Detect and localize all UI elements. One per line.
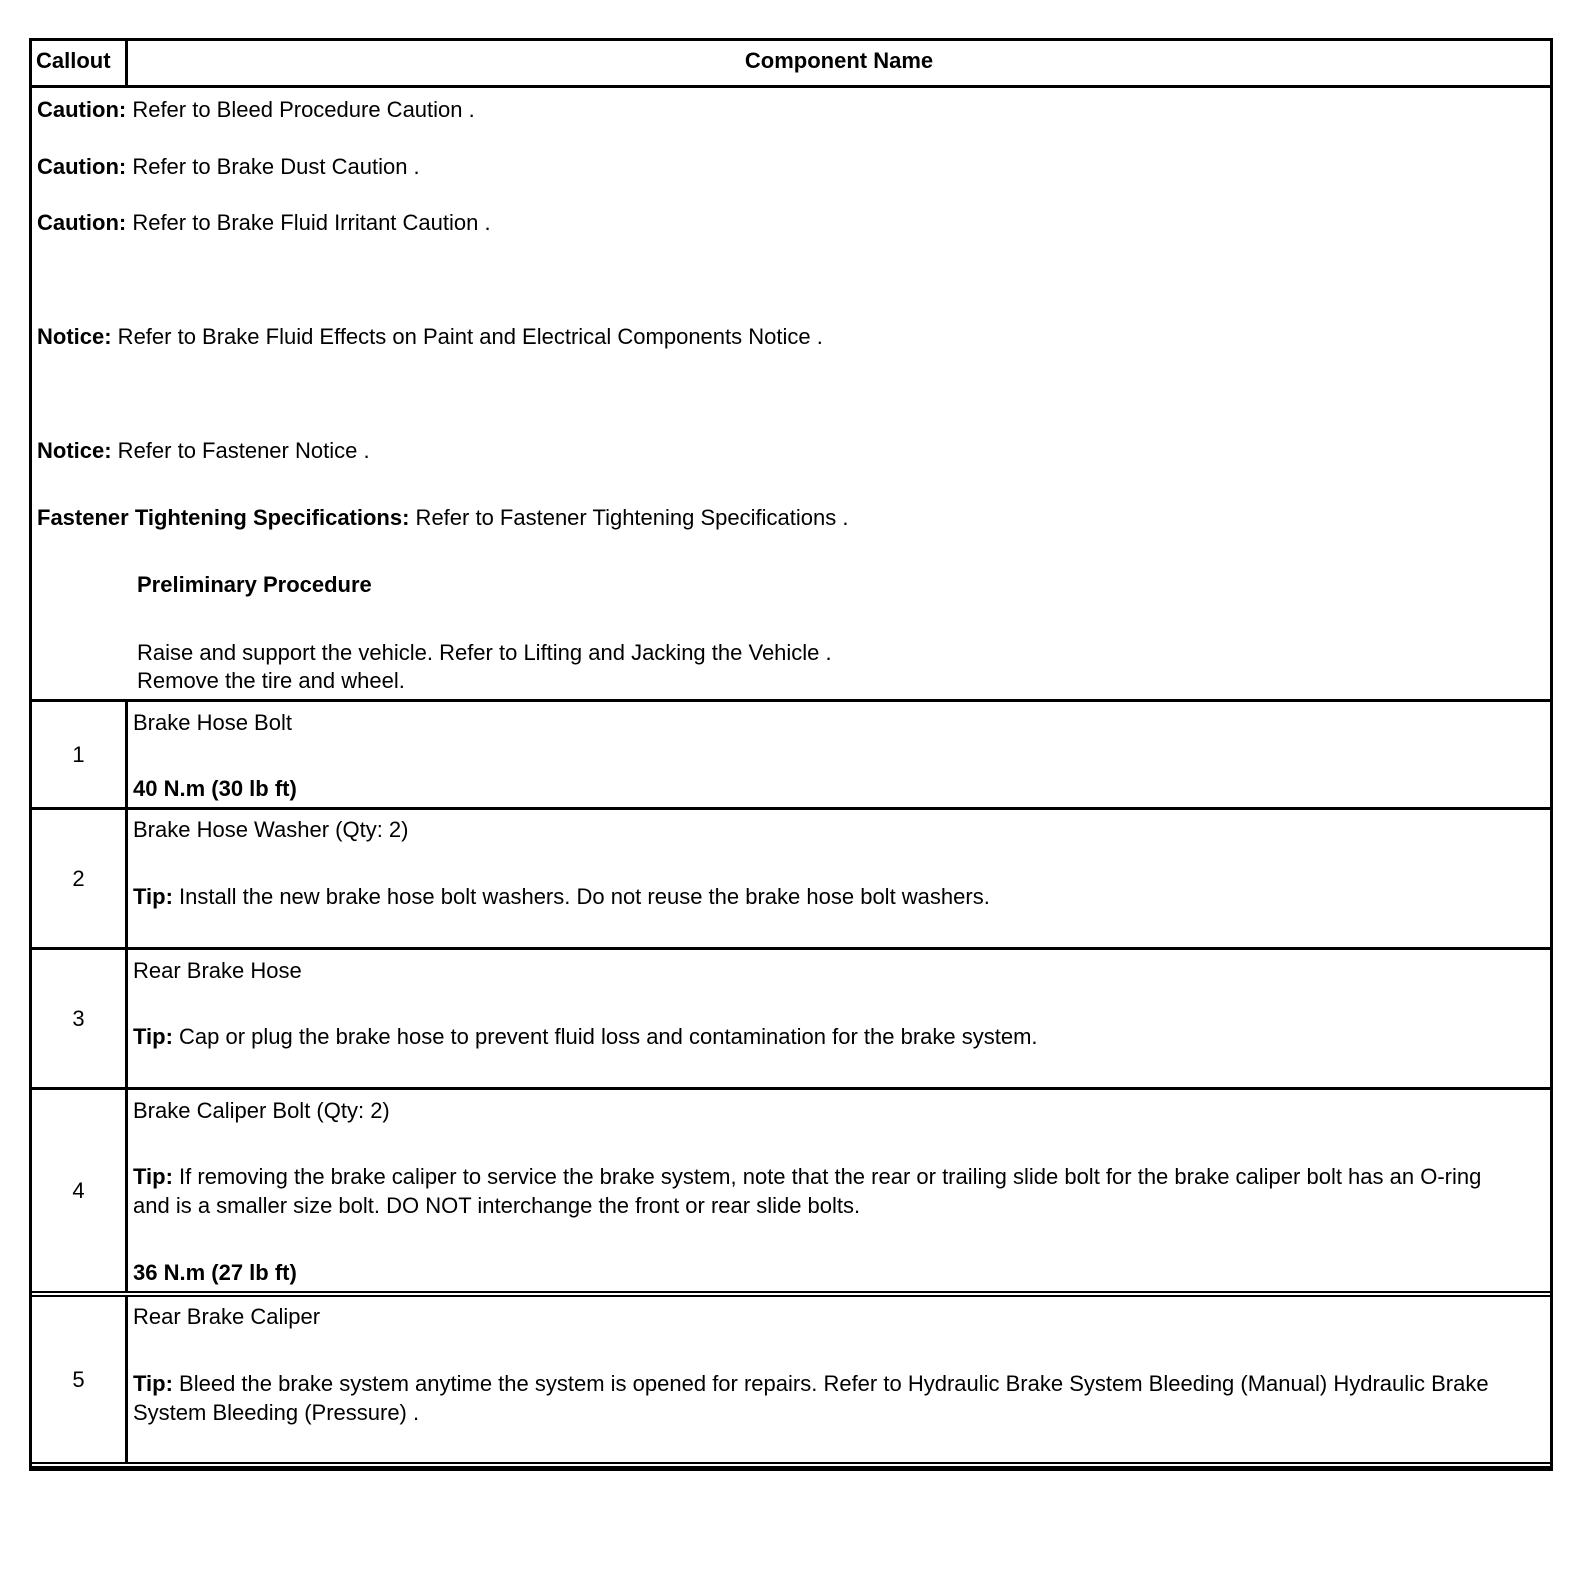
preliminary-step-2: Remove the tire and wheel. bbox=[137, 668, 405, 693]
component-name: Rear Brake Hose bbox=[133, 958, 302, 983]
table-row bbox=[32, 950, 1550, 1090]
callout-number: 3 bbox=[32, 950, 128, 1087]
tip-text: Tip: Cap or plug the brake hose to prevent fluid loss and contamination for the brake system. bbox=[133, 1024, 1038, 1049]
tip-text: Tip: Install the new brake hose bolt washers. Do not reuse the brake hose bolt washers. bbox=[133, 884, 990, 909]
table-row bbox=[32, 1297, 1550, 1468]
torque-spec: 40 N.m (30 lb ft) bbox=[133, 776, 297, 801]
component-table bbox=[29, 38, 1553, 1471]
callout-number: 2 bbox=[32, 810, 128, 947]
callout-number: 1 bbox=[32, 702, 128, 807]
tip-text: Tip: Bleed the brake system anytime the system is opened for repairs. Refer to Hydraulic Brake System Bleeding (Manual) Hydraulic Brake System Bleeding (Pressure) . bbox=[133, 1371, 1489, 1425]
preliminary-procedure-title: Preliminary Procedure bbox=[137, 572, 372, 597]
component-name: Brake Hose Bolt bbox=[133, 710, 292, 735]
callout-number: 4 bbox=[32, 1090, 128, 1291]
caution-fluid-irritant: Caution: Refer to Brake Fluid Irritant Caution . bbox=[37, 210, 491, 235]
caution-bleed: Caution: Refer to Bleed Procedure Caution . bbox=[37, 97, 475, 122]
notice-fastener: Notice: Refer to Fastener Notice . bbox=[37, 438, 370, 463]
component-name: Brake Hose Washer (Qty: 2) bbox=[133, 817, 409, 842]
fastener-tightening-specs: Fastener Tightening Specifications: Refer to Fastener Tightening Specifications . bbox=[37, 505, 849, 530]
component-name: Brake Caliper Bolt (Qty: 2) bbox=[133, 1098, 390, 1123]
preliminary-step-1: Raise and support the vehicle. Refer to Lifting and Jacking the Vehicle . bbox=[137, 640, 832, 665]
component-name-header: Component Name bbox=[744, 48, 934, 73]
table-header bbox=[32, 41, 1550, 88]
callout-header: Callout bbox=[32, 41, 128, 85]
preamble-section bbox=[32, 88, 1550, 702]
table-row bbox=[32, 1090, 1550, 1297]
table-row bbox=[32, 702, 1550, 810]
callout-number: 5 bbox=[32, 1297, 128, 1462]
table-row bbox=[32, 810, 1550, 950]
notice-paint-electrical: Notice: Refer to Brake Fluid Effects on Paint and Electrical Components Notice . bbox=[37, 324, 823, 349]
component-name: Rear Brake Caliper bbox=[133, 1304, 321, 1329]
tip-text: Tip: If removing the brake caliper to service the brake system, note that the rear or trailing slide bolt for the brake caliper bolt has an O-ring and is a smaller size bolt. DO NOT interchange the front or rear slide bolts. bbox=[133, 1164, 1482, 1218]
caution-brake-dust: Caution: Refer to Brake Dust Caution . bbox=[37, 154, 420, 179]
torque-spec: 36 N.m (27 lb ft) bbox=[133, 1260, 297, 1285]
